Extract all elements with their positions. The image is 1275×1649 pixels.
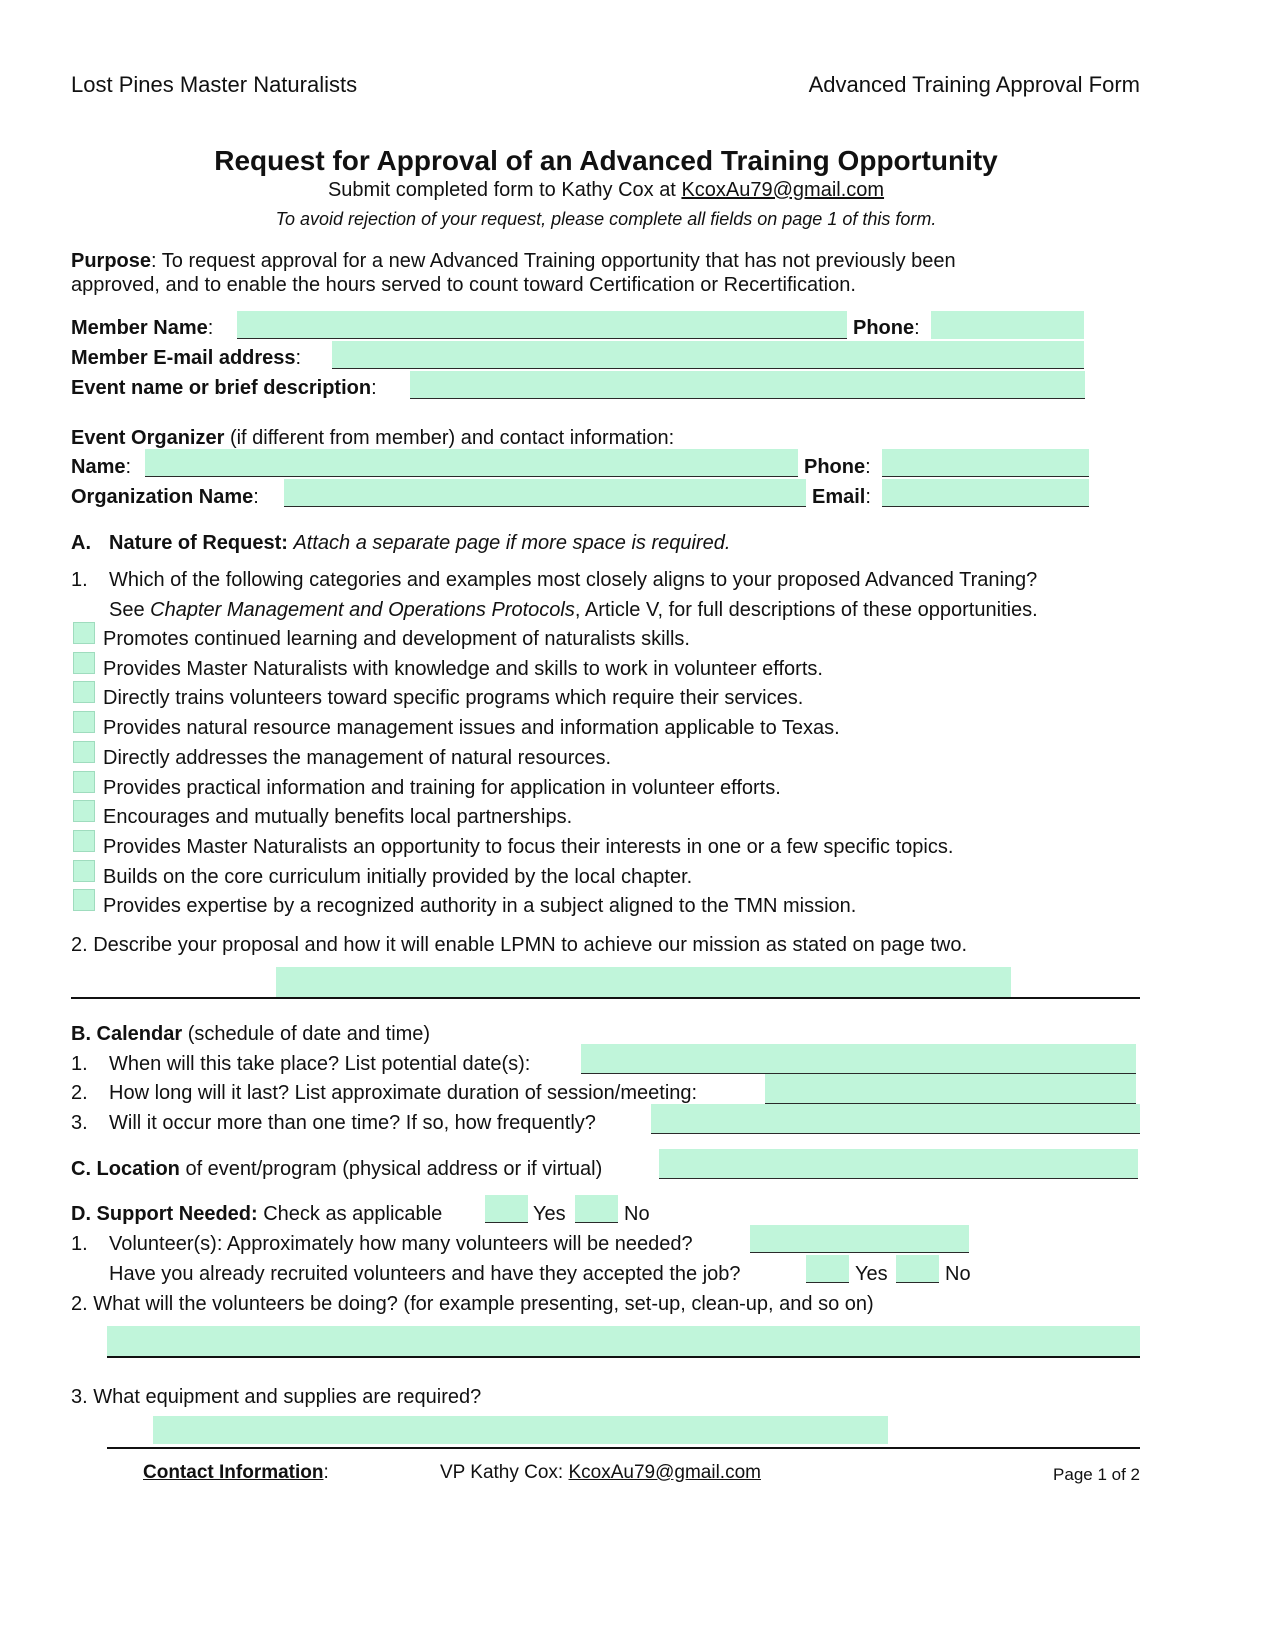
category-checkbox[interactable]: [73, 860, 95, 882]
footer-vp-contact: VP Kathy Cox: KcoxAu79@gmail.com: [440, 1462, 761, 1483]
category-label: Directly trains volunteers toward specific programs which require their services.: [103, 687, 804, 709]
header-left: Lost Pines Master Naturalists: [71, 72, 358, 97]
section-d-heading: D. Support Needed: Check as applicable: [71, 1203, 443, 1225]
category-checkbox[interactable]: [73, 711, 95, 733]
section-d-q1b: Have you already recruited volunteers and have they accepted the job?: [109, 1263, 741, 1285]
recruited-yes-label: Yes: [855, 1263, 888, 1285]
purpose-line-2: approved, and to enable the hours served to count toward Certification or Recertification.: [71, 274, 856, 296]
section-b-q1: 1. When will this take place? List potential date(s):: [71, 1053, 531, 1075]
submit-prefix: Submit completed form to Kathy Cox at: [327, 179, 682, 201]
recruited-no-label: No: [945, 1263, 971, 1285]
organizer-phone-field[interactable]: [882, 449, 1089, 477]
organizer-name-field[interactable]: [145, 449, 798, 477]
section-a-heading: A. Nature of Request: Attach a separate page if more space is required.: [71, 532, 731, 554]
section-b-heading: B. Calendar (schedule of date and time): [71, 1023, 431, 1045]
event-description-field[interactable]: [410, 371, 1085, 399]
category-label: Provides expertise by a recognized authority in a subject aligned to the TMN mission.: [103, 895, 857, 917]
category-checkbox[interactable]: [73, 771, 95, 793]
header-right: Advanced Training Approval Form: [808, 72, 1140, 97]
organizer-email-label: Email:: [812, 486, 871, 508]
event-description-label: Event name or brief description:: [71, 377, 377, 399]
section-d-q2: 2. What will the volunteers be doing? (for example presenting, set-up, clean-up, and so on): [71, 1293, 874, 1315]
category-label: Promotes continued learning and development of naturalists skills.: [103, 628, 690, 650]
footer-rule: [107, 1447, 1140, 1449]
organizer-phone-label: Phone:: [804, 456, 871, 478]
category-label: Encourages and mutually benefits local partnerships.: [103, 806, 573, 828]
category-label: Provides Master Naturalists with knowledge and skills to work in volunteer efforts.: [103, 658, 823, 680]
section-d-q1: 1. Volunteer(s): Approximately how many volunteers will be needed?: [71, 1233, 693, 1255]
category-checkbox[interactable]: [73, 652, 95, 674]
organization-name-field[interactable]: [284, 479, 806, 507]
purpose-label: Purpose: [71, 250, 152, 272]
member-phone-label: Phone:: [853, 317, 920, 339]
event-dates-field[interactable]: [581, 1044, 1136, 1074]
member-phone-field[interactable]: [931, 311, 1084, 339]
organizer-name-label: Name:: [71, 456, 132, 478]
member-name-field[interactable]: [237, 311, 847, 339]
member-email-field[interactable]: [332, 341, 1084, 369]
category-label: Provides Master Naturalists an opportunity to focus their interests in one or a few specific topics.: [103, 836, 954, 858]
volunteer-tasks-field[interactable]: [107, 1326, 1140, 1356]
support-needed-yes-box[interactable]: [485, 1195, 528, 1223]
support-needed-no-label: No: [624, 1203, 650, 1225]
organization-name-label: Organization Name:: [71, 486, 259, 508]
recruited-no-box[interactable]: [896, 1255, 939, 1283]
category-checkbox[interactable]: [73, 681, 95, 703]
event-duration-field[interactable]: [765, 1074, 1136, 1104]
page-number: Page 1 of 2: [1053, 1465, 1140, 1484]
equipment-field[interactable]: [153, 1416, 888, 1444]
organizer-heading: Event Organizer (if different from member) and contact information:: [71, 427, 675, 449]
category-checkbox[interactable]: [73, 622, 95, 644]
category-label: Directly addresses the management of natural resources.: [103, 747, 612, 769]
event-frequency-field[interactable]: [651, 1104, 1140, 1134]
category-label: Provides practical information and training for application in volunteer efforts.: [103, 777, 781, 799]
purpose-line-1: [71, 249, 956, 273]
category-checkbox[interactable]: [73, 830, 95, 852]
section-c-heading: C. Location of event/program (physical address or if virtual): [71, 1158, 603, 1180]
member-name-label: Member Name:: [71, 317, 214, 339]
member-email-label: Member E-mail address:: [71, 347, 302, 369]
section-a-q1-line-1: 1. Which of the following categories and examples most closely aligns to your proposed Advanced Traning?: [71, 569, 1038, 591]
recruited-yes-box[interactable]: [806, 1255, 849, 1283]
proposal-rule: [71, 997, 1140, 999]
footer-contact-label: Contact Information:: [143, 1462, 329, 1483]
organizer-email-field[interactable]: [882, 479, 1089, 507]
volunteer-count-field[interactable]: [750, 1225, 969, 1253]
volunteer-tasks-rule: [107, 1356, 1140, 1358]
submit-line: [0, 178, 1212, 202]
section-d-q3: 3. What equipment and supplies are required?: [71, 1386, 482, 1408]
proposal-description-field[interactable]: [276, 967, 1011, 997]
section-a-q2: 2. Describe your proposal and how it will enable LPMN to achieve our mission as stated on page two.: [71, 934, 968, 956]
category-label: Provides natural resource management issues and information applicable to Texas.: [103, 717, 840, 739]
category-label: Builds on the core curriculum initially provided by the local chapter.: [103, 866, 693, 888]
category-checkbox[interactable]: [73, 889, 95, 911]
category-checkbox[interactable]: [73, 741, 95, 763]
section-b-q2: 2. How long will it last? List approximate duration of session/meeting:: [71, 1082, 698, 1104]
submit-email-link[interactable]: KcoxAu79@gmail.com: [681, 179, 885, 201]
category-checkbox[interactable]: [73, 800, 95, 822]
page-title: Request for Approval of an Advanced Training Opportunity: [214, 145, 998, 176]
warning-note: To avoid rejection of your request, please complete all fields on page 1 of this form.: [275, 209, 937, 229]
support-needed-no-box[interactable]: [575, 1195, 618, 1223]
purpose-text-1: : To request approval for a new Advanced Training opportunity that has not previously been: [151, 250, 956, 272]
location-field[interactable]: [659, 1149, 1138, 1179]
section-b-q3: 3. Will it occur more than one time? If so, how frequently?: [71, 1112, 596, 1134]
support-needed-yes-label: Yes: [533, 1203, 566, 1225]
section-a-q1-line-2: See Chapter Management and Operations Protocols, Article V, for full descriptions of these opportunities.: [109, 599, 1038, 621]
footer-email-link[interactable]: KcoxAu79@gmail.com: [568, 1462, 761, 1483]
